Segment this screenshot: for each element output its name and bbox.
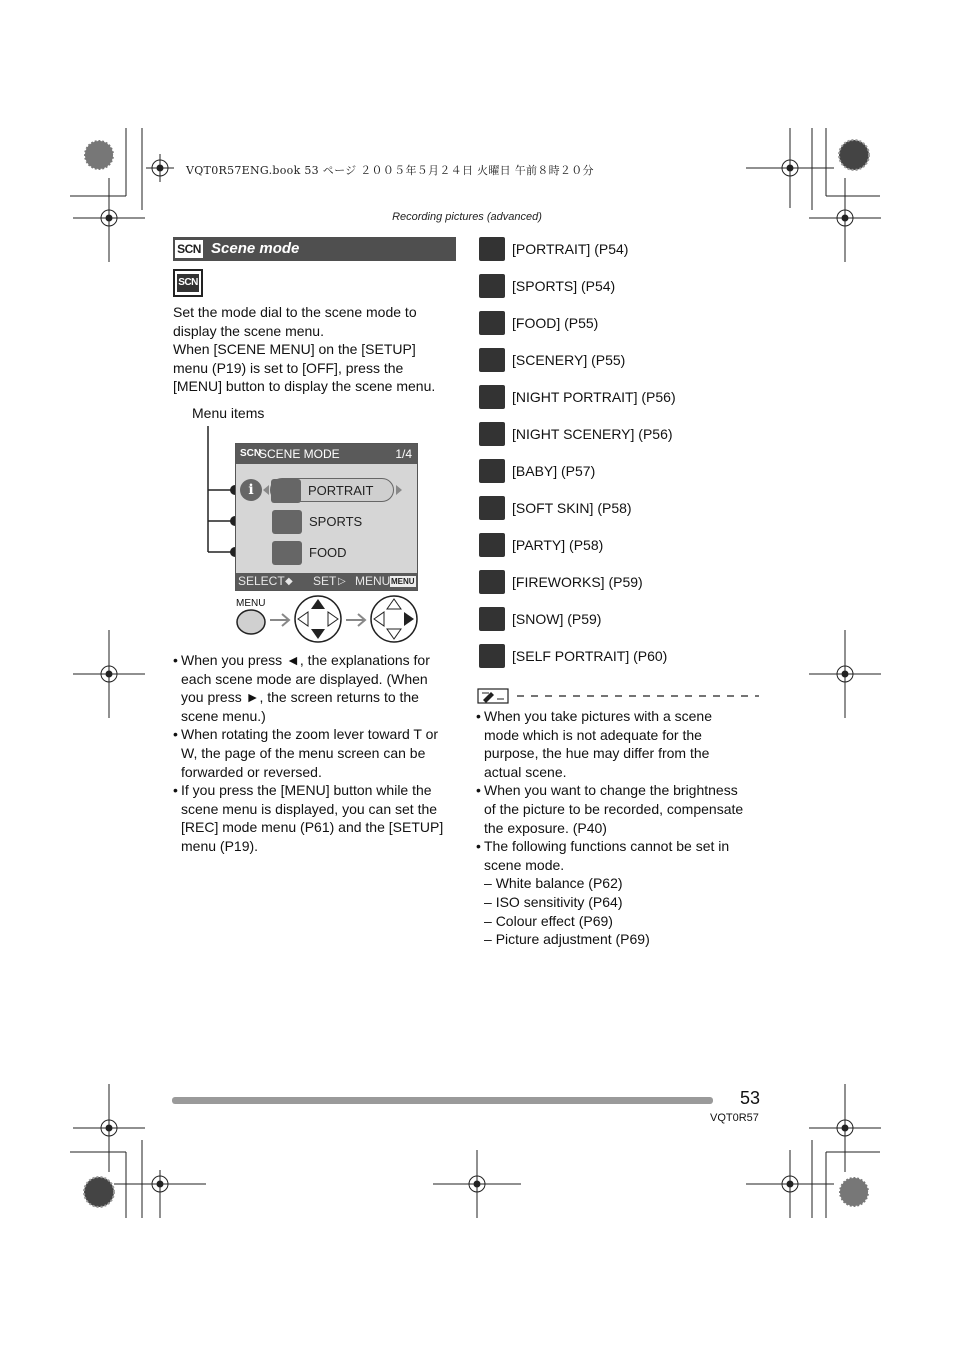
intro-line: display the scene menu. (173, 322, 324, 339)
mode-label: [FIREWORKS] (P59) (512, 574, 643, 590)
note-line: mode which is not adequate for the (484, 726, 702, 743)
lcd-screen (235, 443, 418, 591)
lcd-row-label: PORTRAIT (308, 483, 374, 498)
mode-item-food (479, 310, 779, 336)
food-icon (479, 311, 505, 335)
dash-text: White balance (P62) (495, 875, 623, 892)
sports-icon (272, 510, 302, 534)
bullet-item: • If you press the [MENU] button while the scene menu is displayed, you can set the [REC] mode menu (P61) and the [SETUP] menu (P19). (173, 781, 463, 855)
mode-label: [SCENERY] (P55) (512, 352, 626, 368)
fireworks-icon (479, 570, 505, 594)
note-line: the exposure. (P40) (484, 819, 607, 836)
intro-line: Set the mode dial to the scene mode to (173, 304, 417, 320)
intro-paragraph (173, 303, 463, 396)
bullet-line: If you press the [MENU] button while the (181, 782, 432, 799)
food-icon (272, 541, 302, 565)
left-bullets (173, 651, 463, 856)
print-file-line: VQT0R57ENG.book 53 ページ ２００５年５月２４日 火曜日 午前８時２０分 (186, 164, 594, 177)
lcd-select-label: SELECT (238, 574, 285, 588)
scenery-icon (479, 348, 505, 372)
self-portrait-icon (479, 644, 505, 668)
snow-icon (479, 607, 505, 631)
mode-item-portrait (479, 236, 779, 262)
bullet-line: scene menu is displayed, you can set the (181, 800, 438, 817)
bullet-line: forwarded or reversed. (181, 763, 322, 780)
dash-item: – White balance (P62) (484, 875, 623, 892)
mode-label: [NIGHT PORTRAIT] (P56) (512, 389, 676, 405)
lcd-row-label: SPORTS (309, 514, 363, 529)
dash-text: Colour effect (P69) (495, 912, 613, 929)
dash-item: – Colour effect (P69) (484, 912, 613, 929)
mode-item-baby (479, 458, 779, 484)
note-line: scene mode. (484, 856, 565, 873)
menu-button-label: MENU (236, 598, 266, 609)
scn-icon-label: SCN (177, 274, 199, 292)
left-arrow-icon (263, 485, 269, 495)
note-line: The following functions cannot be set in (484, 838, 730, 855)
bullet-line: When you press ◄, the explanations for (181, 652, 430, 668)
mode-label: [SNOW] (P59) (512, 611, 602, 627)
lcd-bottom-bar (236, 573, 417, 590)
note-item: • When you want to change the brightness of the picture to be recorded, compensate the exposure. (P40) (476, 781, 766, 837)
lcd-menu-label: MENU (355, 574, 391, 588)
bullet-line: When rotating the zoom lever toward T or (181, 726, 439, 743)
dash-item: – ISO sensitivity (P64) (484, 893, 623, 910)
dash-item: – Picture adjustment (P69) (484, 931, 650, 948)
bullet-line: menu (P19). (181, 837, 259, 854)
mode-label: [SELF PORTRAIT] (P60) (512, 648, 668, 664)
running-title: Recording pictures (advanced) (392, 211, 542, 223)
note-line: purpose, the hue may differ from the (484, 745, 710, 762)
note-item: • When you take pictures with a scene mode which is not adequate for the purpose, the hue may differ from the actual scene. (476, 707, 766, 781)
mode-label: [PORTRAIT] (P54) (512, 241, 629, 257)
baby-icon (479, 459, 505, 483)
lcd-scn-tag: SCN (240, 448, 262, 459)
right-arrow-icon (396, 485, 402, 495)
bullet-line: scene menu.) (181, 707, 266, 724)
info-icon: i (240, 479, 262, 501)
scn-mode-dial-icon (173, 269, 203, 297)
night-scenery-icon (479, 422, 505, 446)
lcd-page-indicator: 1/4 (395, 447, 412, 461)
portrait-icon (479, 237, 505, 261)
lcd-row-label: FOOD (309, 545, 347, 560)
sports-icon (479, 274, 505, 298)
mode-item-night-portrait (479, 384, 779, 410)
mode-item-party (479, 532, 779, 558)
note-header (477, 688, 762, 704)
button-sequence (234, 594, 424, 644)
lcd-row-portrait (270, 478, 394, 502)
footer-bar (172, 1097, 713, 1104)
note-line: of the picture to be recorded, compensate (484, 800, 744, 817)
party-icon (479, 533, 505, 557)
note-line: When you take pictures with a scene (484, 708, 713, 724)
mode-item-fireworks (479, 569, 779, 595)
mode-item-night-scenery (479, 421, 779, 447)
lcd-set-label: SET (313, 574, 337, 588)
intro-line: When [SCENE MENU] on the [SETUP] (173, 341, 416, 358)
mode-label: [FOOD] (P55) (512, 315, 599, 331)
bullet-line: [REC] mode menu (P61) and the [SETUP] (181, 819, 444, 836)
mode-item-self-portrait (479, 643, 779, 669)
bullet-line: you press ►, the screen returns to the (181, 689, 419, 706)
model-code: VQT0R57 (710, 1112, 759, 1124)
bullet-item: • When rotating the zoom lever toward T or W, the page of the menu screen can be forwarded or reversed. (173, 725, 463, 781)
dash-text: ISO sensitivity (P64) (495, 893, 623, 910)
section-title: Scene mode (211, 240, 300, 257)
intro-line: [MENU] button to display the scene menu. (173, 378, 436, 395)
bullet-line: each scene mode are displayed. (When (181, 670, 428, 687)
note-line: actual scene. (484, 763, 567, 780)
select-arrows-icon: ◆ (285, 576, 293, 587)
lcd-title: SCENE MODE (259, 447, 340, 461)
page-number: 53 (740, 1088, 761, 1108)
mode-item-sports (479, 273, 779, 299)
bullet-item: • When you press ◄, the explanations for each scene mode are displayed. (When you press ►, the screen returns to the scene menu.) (173, 651, 463, 725)
mode-label: [BABY] (P57) (512, 463, 596, 479)
lcd-menu-tag: MENU (391, 577, 415, 586)
note-item: • The following functions cannot be set in scene mode. (476, 837, 766, 874)
mode-item-soft-skin (479, 495, 779, 521)
figure-callout-label: Menu items (192, 405, 265, 421)
bullet-line: W, the page of the menu screen can be (181, 744, 426, 761)
portrait-icon (271, 479, 301, 503)
mode-label: [SOFT SKIN] (P58) (512, 500, 632, 516)
lcd-row-sports (272, 510, 394, 534)
mode-item-snow (479, 606, 779, 632)
mode-label: [NIGHT SCENERY] (P56) (512, 426, 673, 442)
lcd-title-bar (236, 444, 417, 464)
notes (476, 707, 766, 949)
intro-line: menu (P19) is set to [OFF], press the (173, 359, 404, 376)
night-portrait-icon (479, 385, 505, 409)
note-line: When you want to change the brightness (484, 782, 738, 799)
mode-label: [PARTY] (P58) (512, 537, 604, 553)
mode-item-scenery (479, 347, 779, 373)
scn-tag: SCN (175, 240, 203, 258)
section-heading (173, 237, 456, 261)
mode-label: [SPORTS] (P54) (512, 278, 616, 294)
soft-skin-icon (479, 496, 505, 520)
lcd-row-food (272, 541, 394, 565)
dash-text: Picture adjustment (P69) (495, 931, 650, 948)
set-arrow-icon: ▷ (338, 576, 346, 587)
